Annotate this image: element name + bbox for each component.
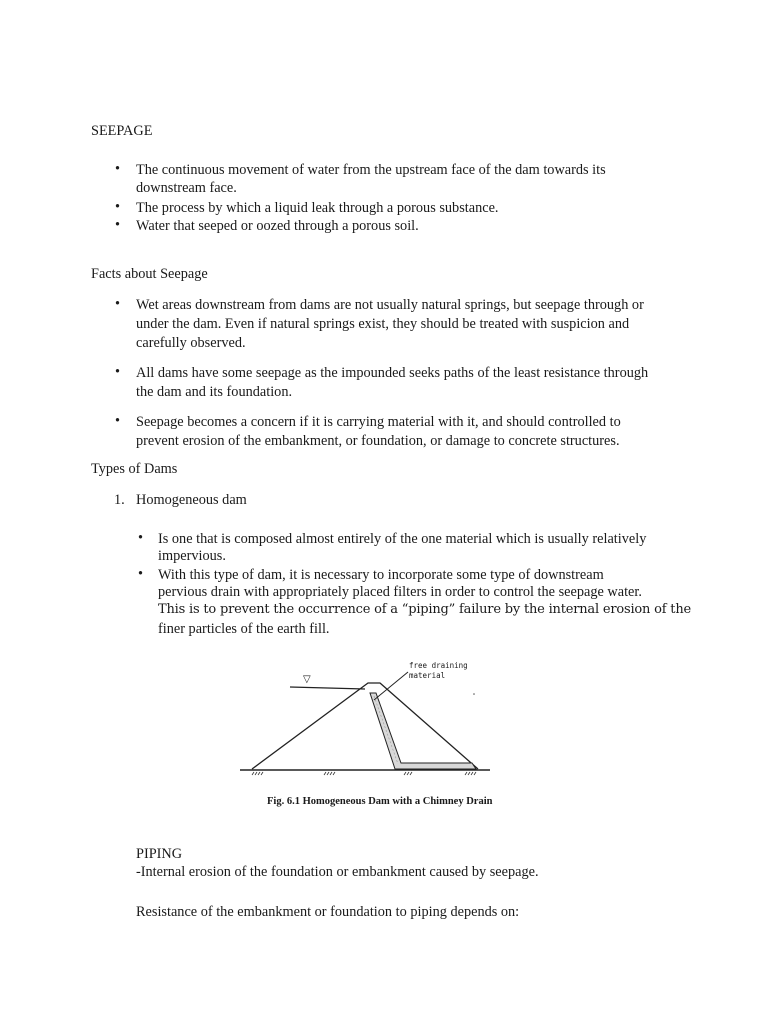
- dam-cross-section-diagram: [240, 656, 490, 786]
- homogeneous-bullet-1-line-1: Is one that is composed almost entirely of the one material which is usually relatively: [158, 531, 647, 547]
- bullet-icon: •: [115, 364, 121, 380]
- facts-bullet-1-line-1: Wet areas downstream from dams are not usually natural springs, but seepage through or: [136, 297, 644, 313]
- seepage-bullet-1-line-2: downstream face.: [136, 180, 237, 196]
- facts-bullet-3-line-1: Seepage becomes a concern if it is carrying material with it, and should controlled to: [136, 414, 621, 430]
- facts-bullet-1-line-2: under the dam. Even if natural springs exist, they should be treated with suspicion and: [136, 316, 630, 332]
- facts-bullet-1-line-3: carefully observed.: [136, 335, 246, 351]
- heading-piping: PIPING: [136, 846, 183, 862]
- figure-caption: Fig. 6.1 Homogeneous Dam with a Chimney Drain: [267, 796, 493, 807]
- bullet-icon: •: [115, 161, 121, 177]
- bullet-icon: •: [115, 296, 121, 312]
- homogeneous-bullet-2-line-3: This is to prevent the occurrence of a “piping” failure by the internal erosion of the: [158, 602, 692, 617]
- piping-resistance-text: Resistance of the embankment or foundation to piping depends on:: [136, 904, 520, 920]
- heading-types-of-dams: Types of Dams: [91, 461, 178, 477]
- facts-bullet-3-line-2: prevent erosion of the embankment, or foundation, or damage to concrete structures.: [136, 433, 620, 449]
- bullet-icon: •: [138, 530, 144, 546]
- seepage-bullet-1-line-1: The continuous movement of water from the upstream face of the dam towards its: [136, 162, 606, 178]
- seepage-bullet-2: The process by which a liquid leak through a porous substance.: [136, 200, 499, 216]
- bullet-icon: •: [115, 199, 121, 215]
- bullet-icon: •: [115, 413, 121, 429]
- figure-homogeneous-dam-diagram: [240, 656, 490, 786]
- water-level-icon: ▽: [303, 674, 311, 685]
- piping-definition: -Internal erosion of the foundation or embankment caused by seepage.: [136, 864, 539, 880]
- homogeneous-bullet-2-line-4: finer particles of the earth fill.: [158, 621, 330, 637]
- facts-bullet-2-line-2: the dam and its foundation.: [136, 384, 293, 400]
- bullet-icon: •: [115, 217, 121, 233]
- facts-bullet-2-line-1: All dams have some seepage as the impounded seeks paths of the least resistance through: [136, 365, 649, 381]
- type-homogeneous-dam: Homogeneous dam: [136, 492, 247, 508]
- list-number: 1.: [114, 492, 125, 508]
- seepage-bullet-3: Water that seeped or oozed through a porous soil.: [136, 218, 419, 234]
- figure-label-line-2: material: [409, 671, 446, 680]
- heading-facts-about-seepage: Facts about Seepage: [91, 266, 208, 282]
- heading-seepage: SEEPAGE: [91, 123, 153, 139]
- homogeneous-bullet-2-line-1: With this type of dam, it is necessary to incorporate some type of downstream: [158, 567, 604, 583]
- homogeneous-bullet-1-line-2: impervious.: [158, 548, 226, 564]
- bullet-icon: •: [138, 566, 144, 582]
- figure-label-line-1: free draining: [409, 661, 468, 670]
- homogeneous-bullet-2-line-2: pervious drain with appropriately placed filters in order to control the seepage water.: [158, 584, 642, 600]
